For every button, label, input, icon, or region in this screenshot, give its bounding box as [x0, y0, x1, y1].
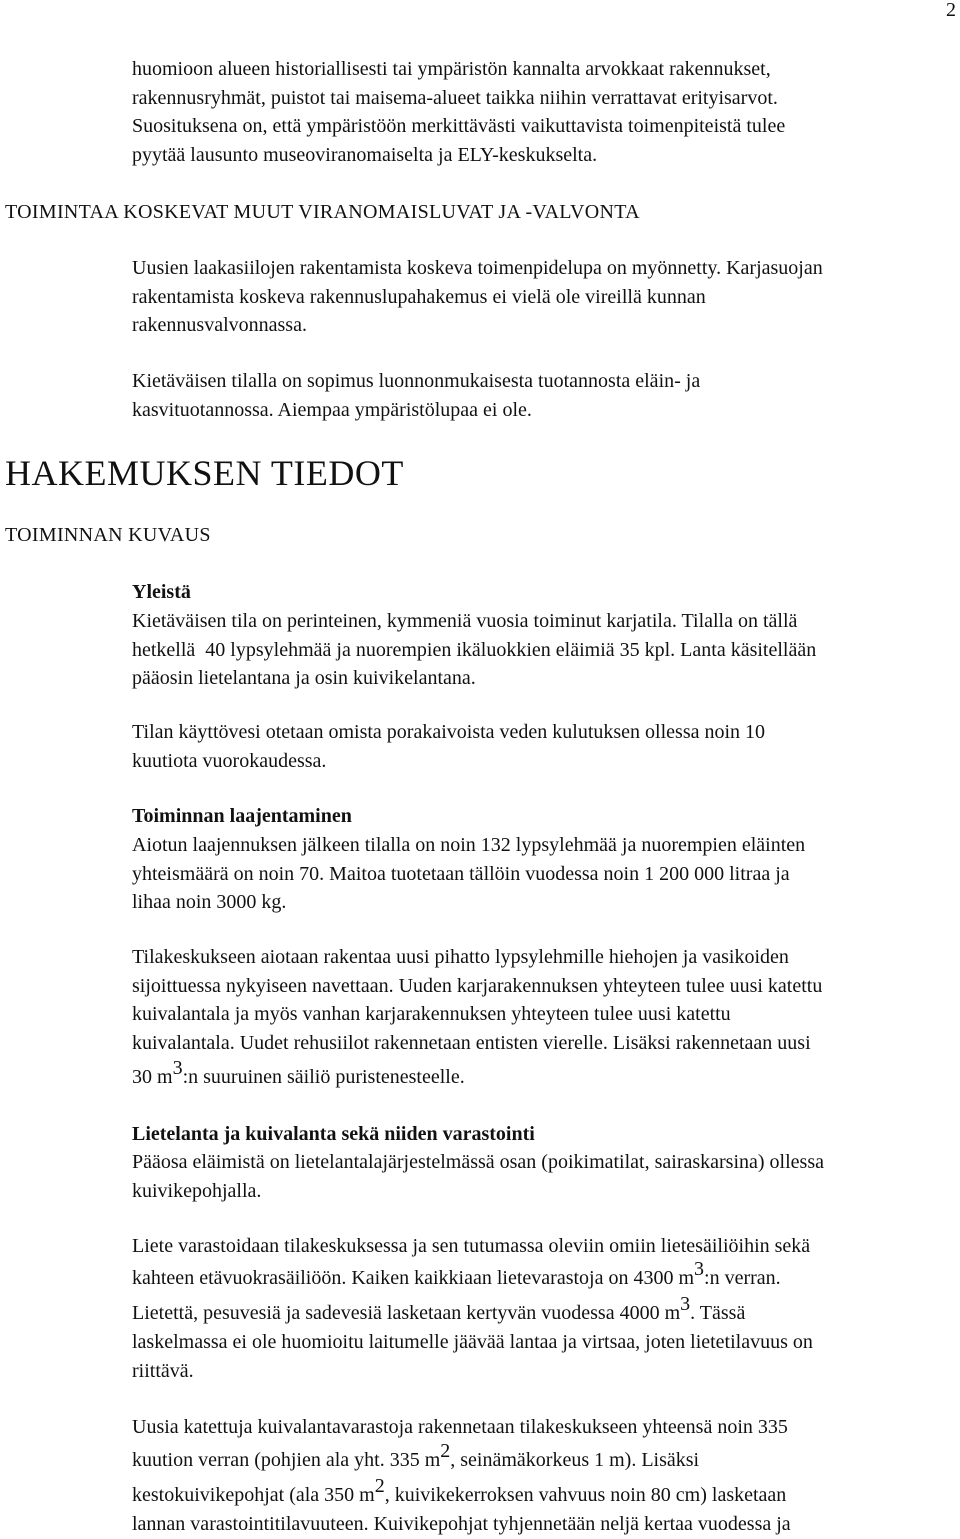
text-fragment: . Tässä — [690, 1302, 746, 1324]
manure-title: Lietelanta ja kuivalanta sekä niiden varastointi — [132, 1123, 535, 1145]
text-line: hetkellä 40 lypsylehmää ja nuorempien ikäluokkien eläimiä 35 kpl. Lanta käsitellään — [132, 638, 817, 661]
manure-paragraph-3-line-2 — [132, 1440, 960, 1475]
permits-paragraph-1 — [132, 254, 960, 340]
text-line: Tilakeskukseen aiotaan rakentaa uusi pihatto lypsylehmille hiehojen ja vasikoiden — [132, 946, 789, 968]
text-line: lihaa noin 3000 kg. — [132, 891, 287, 913]
text-line: Kietäväisen tilalla on sopimus luonnonmukaisesta tuotannosta eläin- ja — [132, 370, 701, 392]
text-line: rakennusryhmät, puistot tai maisema-alueet taikka niihin verrattavat erityisarvot. — [132, 86, 778, 109]
text-line: Tilan käyttövesi otetaan omista porakaivoista veden kulutuksen ollessa noin 10 — [132, 721, 766, 743]
superscript: 3 — [694, 1258, 705, 1280]
text-line: Kietäväisen tila on perinteinen, kymmeniä vuosia toiminut karjatila. Tilalla on tällä — [132, 610, 798, 632]
text-fragment: kuution verran (pohjien ala yht. 335 m — [132, 1449, 441, 1471]
text-line: laskelmassa ei ole huomioitu laitumelle jäävää lantaa ja virtsaa, joten lietetilavuus on — [132, 1331, 813, 1353]
expansion-paragraph-2 — [132, 943, 960, 1057]
text-line: yhteismäärä on noin 70. Maitoa tuotetaan tällöin vuodessa noin 1 200 000 litraa ja — [132, 862, 790, 885]
text-fragment: kestokuivikepohjat (ala 350 m — [132, 1484, 375, 1506]
manure-paragraph-3-line-4 — [132, 1510, 960, 1539]
superscript: 3 — [680, 1293, 691, 1315]
general-paragraph-1 — [132, 607, 960, 693]
text-line — [132, 1057, 960, 1092]
manure-paragraph-3-line-3 — [132, 1475, 960, 1510]
text-line: kasvituotannossa. Aiempaa ympäristölupaa ei ole. — [132, 398, 532, 421]
text-fragment: , seinämäkorkeus 1 m). Lisäksi — [450, 1449, 700, 1471]
text-line: pyytää lausunto museoviranomaiselta ja ELY-keskukselta. — [132, 143, 598, 166]
text-line — [132, 1440, 960, 1475]
text-line: pääosin lietelantana ja osin kuivikelantana. — [132, 667, 476, 689]
text-line: Liete varastoidaan tilakeskuksessa ja sen tutumassa oleviin omiin lietesäiliöihin sekä — [132, 1235, 811, 1257]
text-fragment: Lietettä, pesuvesiä ja sadevesiä lasketaan kertyvän vuodessa 4000 m — [132, 1302, 681, 1324]
expansion-paragraph-1 — [132, 831, 960, 917]
intro-paragraph — [132, 55, 960, 169]
text-fragment: :n verran. — [704, 1267, 781, 1289]
superscript: 3 — [172, 1057, 183, 1079]
activity-heading: TOIMINNAN KUVAUS — [5, 524, 211, 546]
text-line — [132, 1258, 960, 1293]
text-line — [132, 1475, 960, 1510]
text-line: lannan varastointitilavuuteen. Kuivikepohjat tyhjennetään neljä kertaa vuodessa ja — [132, 1513, 791, 1535]
text-line: Aiotun laajennuksen jälkeen tilalla on noin 132 lypsylehmää ja nuorempien eläinten — [132, 834, 806, 856]
text-line: huomioon alueen historiallisesti tai ympäristön kannalta arvokkaat rakennukset, — [132, 58, 771, 80]
text-line — [132, 1293, 960, 1328]
page-number: 2 — [946, 0, 956, 21]
section-heading-other-permits: TOIMINTAA KOSKEVAT MUUT VIRANOMAISLUVAT JA -VALVONTA — [5, 201, 640, 223]
superscript: 2 — [440, 1440, 451, 1462]
main-heading: HAKEMUKSEN TIEDOT — [5, 453, 404, 493]
expansion-title: Toiminnan laajentaminen — [132, 805, 352, 827]
text-line: sijoittuessa nykyiseen navettaan. Uuden karjarakennuksen yhteyteen tulee uusi katettu — [132, 974, 823, 997]
text-fragment: , kuivikekerroksen vahvuus noin 80 cm) lasketaan — [384, 1484, 787, 1506]
text-line: Uusia katettuja kuivalantavarastoja rakennetaan tilakeskukseen yhteensä noin 335 — [132, 1416, 788, 1438]
text-line: Suosituksena on, että ympäristöön merkittävästi vaikuttavista toimenpiteistä tulee — [132, 115, 786, 137]
general-paragraph-2 — [132, 718, 960, 775]
manure-paragraph-1 — [132, 1148, 960, 1205]
text-line: rakentamista koskeva rakennuslupahakemus ei vielä ole vireillä kunnan — [132, 285, 706, 308]
manure-paragraph-3 — [132, 1413, 960, 1442]
text-line: kuivikepohjalla. — [132, 1179, 262, 1202]
permits-paragraph-2 — [132, 367, 960, 424]
text-fragment: 30 m — [132, 1066, 173, 1088]
manure-paragraph-2-line-2 — [132, 1258, 960, 1293]
expansion-paragraph-2-last — [132, 1057, 960, 1092]
text-line: kuivalantala ja myös vanhan karjarakennuksen yhteyteen tulee uusi katettu — [132, 1003, 731, 1025]
text-fragment: :n suuruinen säiliö puristenesteelle. — [182, 1066, 465, 1088]
text-line: kuutiota vuorokaudessa. — [132, 749, 327, 772]
superscript: 2 — [374, 1475, 385, 1497]
text-line: riittävä. — [132, 1359, 194, 1382]
manure-paragraph-2 — [132, 1232, 960, 1261]
text-line: Uusien laakasiilojen rakentamista koskeva toimenpidelupa on myönnetty. Karjasuojan — [132, 257, 823, 279]
text-line: rakennusvalvonnassa. — [132, 314, 307, 336]
manure-paragraph-2-rest — [132, 1328, 960, 1385]
general-title: Yleistä — [132, 581, 191, 603]
text-line: Pääosa eläimistä on lietelantalajärjestelmässä osan (poikimatilat, sairaskarsina) ollessa — [132, 1151, 824, 1173]
text-fragment: kahteen etävuokrasäiliöön. Kaiken kaikkiaan lietevarastoja on 4300 m — [132, 1267, 695, 1289]
text-line: kuivalantala. Uudet rehusiilot rakennetaan entisten vierelle. Lisäksi rakennetaan uusi — [132, 1031, 811, 1054]
manure-paragraph-2-line-3 — [132, 1293, 960, 1328]
